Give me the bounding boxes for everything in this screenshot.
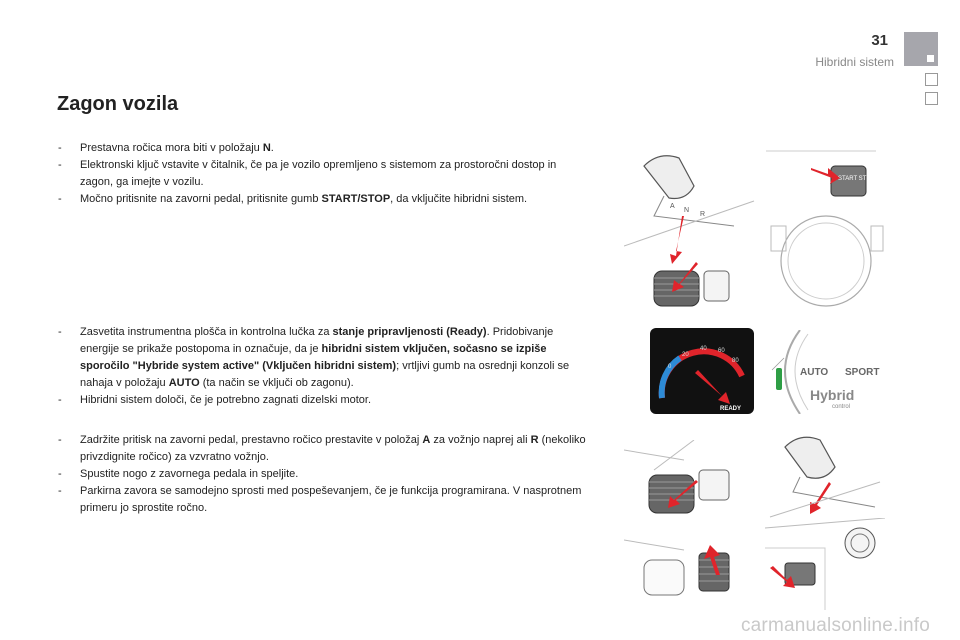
chapter-tab xyxy=(904,32,938,66)
nav-square-2 xyxy=(925,92,938,105)
list-item: - Zasvetita instrumentna plošča in kontrolna lučka za stanje pripravljenosti (Ready). Pridobivanje energije se prikaže postopoma in označuje, da je hibridni sistem vključen, sočasno se izpiše sporočilo "Hybride system active" (Vključen hibridni sistem); vrtljivi gumb na osrednji konzoli se nahaja v položaju AUTO (ta način se vključi ob zagonu). xyxy=(58,324,588,392)
nav-square-1 xyxy=(925,73,938,86)
svg-text:20: 20 xyxy=(682,352,689,358)
pedal-release-illustration xyxy=(624,535,748,607)
svg-text:AUTO: AUTO xyxy=(800,367,829,378)
steps-list-2 xyxy=(58,324,588,409)
gear-select-illustration xyxy=(765,432,885,522)
watermark: carmanualsonline.info xyxy=(740,615,930,636)
svg-text:80: 80 xyxy=(732,358,739,364)
svg-text:control: control xyxy=(832,404,851,410)
page-title: Zagon vozila xyxy=(57,93,179,115)
svg-text:READY: READY xyxy=(720,406,742,412)
list-item: - Zadržite pritisk na zavorni pedal, prestavno ročico prestavite v položaj A za vožnjo naprej ali R (nekoliko privzdignite ročico) za vzvratno vožnjo. xyxy=(58,432,588,466)
hybrid-mode-dial-illustration xyxy=(770,330,885,414)
section-title: Hibridni sistem xyxy=(815,55,894,69)
list-item: - Močno pritisnite na zavorni pedal, pritisnite gumb START/STOP, da vključite hibridni sistem. xyxy=(58,191,588,208)
page-number: 31 xyxy=(871,32,888,49)
svg-text:SPORT: SPORT xyxy=(845,367,880,378)
start-stop-illustration xyxy=(766,146,886,321)
list-item: - Prestavna ročica mora biti v položaju N. xyxy=(58,140,588,157)
svg-text:40: 40 xyxy=(700,346,707,352)
svg-text:A: A xyxy=(670,203,675,210)
steps-list-1 xyxy=(58,140,588,208)
svg-text:0: 0 xyxy=(668,364,672,370)
svg-text:START STOP: START STOP xyxy=(838,176,875,182)
brake-pedal-illustration xyxy=(624,440,748,530)
list-item: - Spustite nogo z zavornega pedala in speljite. xyxy=(58,466,588,483)
svg-text:60: 60 xyxy=(718,348,725,354)
parking-brake-illustration xyxy=(765,518,885,610)
svg-text:Hybrid: Hybrid xyxy=(810,387,855,403)
eco-indicator xyxy=(776,368,782,390)
gear-lever-pedal-illustration xyxy=(624,146,760,321)
list-item: - Elektronski ključ vstavite v čitalnik, če pa je vozilo opremljeno s sistemom za prostoročni dostop in zagon, ga imejte v vozilu. xyxy=(58,157,588,191)
list-item: - Parkirna zavora se samodejno sprosti med pospeševanjem, če je funkcija programirana. V nasprotnem primeru jo sprostite ročno. xyxy=(58,483,588,517)
steps-list-3 xyxy=(58,432,588,517)
svg-text:R: R xyxy=(700,211,706,218)
svg-text:N: N xyxy=(684,207,690,214)
ready-gauge-illustration xyxy=(650,328,754,414)
list-item: - Hibridni sistem določi, če je potrebno zagnati dizelski motor. xyxy=(58,392,588,409)
